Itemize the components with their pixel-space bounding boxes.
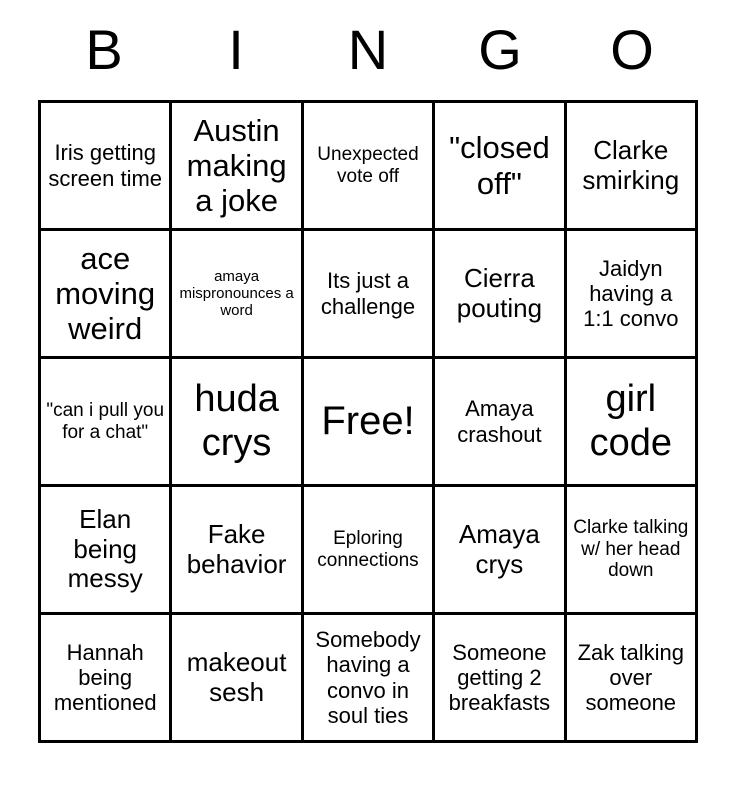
bingo-cell[interactable] [304,231,435,359]
bingo-cell[interactable] [435,615,566,743]
bingo-cell[interactable] [567,231,698,359]
bingo-cell-text: makeout sesh [186,646,287,707]
bingo-cell[interactable] [172,615,303,743]
bingo-header [38,0,698,100]
bingo-cell-text: Iris getting screen time [48,140,163,191]
bingo-letter-i: I [228,18,244,81]
bingo-cell-text: huda crys [194,378,279,464]
bingo-cell-text: Someone getting 2 breakfasts [448,639,551,716]
bingo-cell[interactable] [41,487,172,615]
bingo-cell-text: Fake behavior [186,518,287,579]
bingo-cell[interactable] [567,615,698,743]
bingo-cell[interactable] [172,359,303,487]
bingo-grid [38,100,698,743]
bingo-cell[interactable] [567,103,698,231]
bingo-cell-text: Its just a challenge [320,268,416,319]
bingo-cell-text: Free! [321,398,415,443]
bingo-cell[interactable] [304,615,435,743]
bingo-cell-text: Jaidyn having a 1:1 convo [583,255,679,332]
bingo-cell[interactable] [41,231,172,359]
bingo-cell-text: Unexpected vote off [317,143,419,187]
bingo-cell-text: Somebody having a convo in soul ties [315,627,421,728]
bingo-cell[interactable] [435,231,566,359]
bingo-cell[interactable] [41,359,172,487]
bingo-cell-text: Clarke smirking [582,134,680,195]
bingo-cell-text: Cierra pouting [456,262,543,323]
bingo-cell-text: amaya mispronounces a word [179,267,294,320]
bingo-cell-text: Elan being messy [67,504,143,594]
bingo-cell-text: girl code [589,378,672,464]
bingo-letter-n: N [347,18,389,81]
bingo-cell[interactable] [41,615,172,743]
bingo-cell-text: Eploring connections [317,527,419,571]
bingo-cell-text: Zak talking over someone [577,639,684,716]
bingo-cell[interactable] [567,359,698,487]
bingo-cell-free[interactable] [304,359,435,487]
bingo-cell[interactable] [435,487,566,615]
bingo-cell-text: Amaya crys [458,518,540,579]
bingo-cell[interactable] [304,103,435,231]
bingo-cell-text: Austin making a joke [186,112,287,219]
bingo-cell-text: Hannah being mentioned [53,639,157,716]
bingo-letter-b: B [85,18,123,81]
bingo-letter-g: G [478,18,522,81]
bingo-cell[interactable] [172,231,303,359]
bingo-letter-o: O [610,18,654,81]
bingo-cell-text: "can i pull you for a chat" [46,399,165,443]
bingo-cell-text: ace moving weird [55,240,156,347]
bingo-cell[interactable] [304,487,435,615]
bingo-cell[interactable] [41,103,172,231]
bingo-cell-text: Clarke talking w/ her head down [573,517,689,582]
bingo-cell[interactable] [435,103,566,231]
bingo-cell[interactable] [435,359,566,487]
bingo-cell[interactable] [172,103,303,231]
bingo-cell-text: "closed off" [449,130,550,201]
bingo-cell[interactable] [172,487,303,615]
bingo-cell-text: Amaya crashout [457,396,542,447]
bingo-cell[interactable] [567,487,698,615]
